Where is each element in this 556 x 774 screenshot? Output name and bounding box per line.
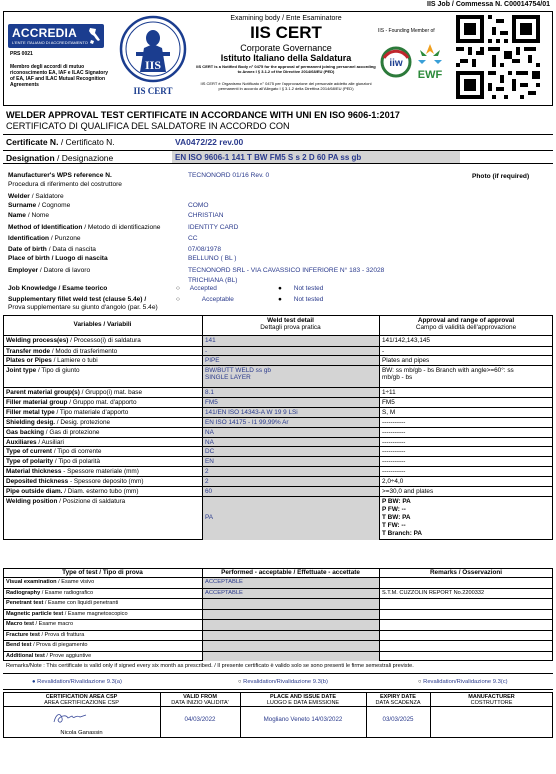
test-label-it: / Esame macro xyxy=(35,621,74,627)
test-label-en: Visual examination xyxy=(6,579,57,585)
personal-label-en: Identification xyxy=(8,235,50,242)
test-label xyxy=(6,611,128,618)
test-result-header: Performed - acceptable / Effettuate - accettate xyxy=(221,569,360,576)
variable-label xyxy=(6,439,64,446)
weld-detail-value: DC xyxy=(205,448,215,455)
column-divider xyxy=(379,568,380,661)
personal-label-it: / Nome xyxy=(27,212,50,219)
test-label-en: Magnetic particle test xyxy=(6,610,64,617)
test-label-it: / Esame con liquidi penetranti xyxy=(44,600,119,606)
personal-label xyxy=(8,267,90,274)
test-label-en: Bend test xyxy=(6,642,32,648)
personal-label xyxy=(8,172,112,179)
job-knowledge-accepted xyxy=(176,285,217,292)
accredia-subtitle: L'ENTE ITALIANO DI ACCREDITAMENTO xyxy=(12,40,88,45)
test-label xyxy=(6,579,94,586)
detail-shade xyxy=(203,438,379,446)
result-shade xyxy=(203,631,379,641)
variable-label xyxy=(6,389,142,396)
job-knowledge-accepted-label: Accepted xyxy=(189,285,217,292)
variable-label-it: - Spessore deposito (mm) xyxy=(69,478,144,485)
test-label-en: Radiography xyxy=(6,589,41,596)
fillet-acceptable-label: Acceptable xyxy=(201,296,234,303)
variable-label-it: / Tipo di giunto xyxy=(37,367,80,374)
cert-area-header-it: AREA CERTIFICAZIONE CSP xyxy=(44,700,119,706)
iiw-logo-icon xyxy=(380,46,412,78)
ewf-logo-icon xyxy=(414,42,446,82)
weld-detail-header: Weld test detail xyxy=(267,317,314,324)
result-shade xyxy=(203,610,379,620)
variable-label-it: / Modo di trasferimento xyxy=(51,348,118,355)
prs-code: PRS 0021 xyxy=(10,51,33,57)
remarks-note: Remarks/Note : This certificate is valid only if signed every six month as prescribed. / Il presente certificato è valido solo se sono presenti le firme semestrali previste. xyxy=(6,663,414,669)
variable-label-it: / Gruppo mat. d'apporto xyxy=(69,399,137,406)
test-label xyxy=(6,590,93,597)
range-value: ----------- xyxy=(382,419,406,426)
position-label-it: / Posizione di saldatura xyxy=(59,498,126,505)
personal-label-en: Surname xyxy=(8,202,37,209)
personal-value: TECNONORD 01/16 Rev. 0 xyxy=(188,172,270,179)
personal-label-en: Place of birth / Luogo di nascita xyxy=(8,255,108,262)
detail-shade xyxy=(203,347,379,355)
svg-text:IIS: IIS xyxy=(144,58,162,72)
examining-body: Examining body / Ente Esaminatore xyxy=(230,15,342,22)
designation-label xyxy=(6,153,113,163)
variable-label-it: / Diam. esterno tubo (mm) xyxy=(64,488,139,495)
fillet-not-tested-label: Not tested xyxy=(293,296,324,303)
variable-label-it: / Processo(i) di saldatura xyxy=(70,337,141,344)
manufacturer-header xyxy=(430,694,553,706)
revalidation-a xyxy=(32,679,122,685)
photo-label: Photo (if required) xyxy=(472,173,530,180)
personal-label-it: / Datore di lavoro xyxy=(39,267,91,274)
range-value: ----------- xyxy=(382,458,406,465)
variable-label xyxy=(6,458,100,465)
bullet-icon: ● xyxy=(32,679,36,685)
expiry-header-it: DATA SCADENZA xyxy=(375,700,421,706)
revalidation-b-label: Revalidation/Rivalidazione 9.3(b) xyxy=(243,679,328,685)
test-remarks-header: Remarks / Osservazioni xyxy=(429,569,503,576)
personal-label-it: / Metodo di identificazione xyxy=(84,224,161,231)
signature-icon xyxy=(50,708,90,728)
cert-area-header xyxy=(3,694,160,706)
ewf-logo-text: EWF xyxy=(417,69,443,81)
test-label xyxy=(6,600,118,607)
range-value: S, M xyxy=(382,409,396,416)
valid-from-header-en: VALID FROM xyxy=(183,694,217,700)
detail-shade xyxy=(203,398,379,407)
corporate-governance: Corporate Governance xyxy=(240,43,332,53)
range-header: Approval and range of approval xyxy=(417,317,515,324)
weld-detail-value: 2 xyxy=(205,468,209,475)
personal-label xyxy=(8,224,160,231)
notified-body-text: IIS CERT is a Notified Body n° 0475 for the approval of permanent joining personnel according to Annex I § 3.1.2 of the Directive 2014/68/EU (PED) xyxy=(196,64,376,74)
position-range-item: P FW: -- xyxy=(382,506,406,513)
personal-label xyxy=(8,181,122,188)
personal-value: IDENTITY CARD xyxy=(188,224,239,231)
variable-label-en: Parent material group(s) xyxy=(6,389,80,396)
accredia-logo xyxy=(8,24,104,48)
italy-map-icon xyxy=(87,27,101,45)
test-label xyxy=(6,642,87,649)
personal-value: 07/08/1978 xyxy=(188,246,222,253)
detail-shade xyxy=(203,497,379,540)
result-shade xyxy=(203,641,379,651)
position-detail: PA xyxy=(205,514,214,521)
personal-label xyxy=(8,202,70,209)
range-value: 2,0÷4,0 xyxy=(382,478,404,485)
weld-detail-value: 60 xyxy=(205,488,213,495)
iiw-logo-text: iiw xyxy=(389,58,403,69)
weld-detail-value: PIPE xyxy=(205,357,220,364)
variable-label-en: Pipe outside diam. xyxy=(6,488,63,495)
test-remark: S.T.M. CUZZOLIN REPORT No.2200332 xyxy=(382,589,485,596)
personal-label xyxy=(8,246,96,253)
personal-label xyxy=(8,235,81,242)
weld-detail-value: EN xyxy=(205,458,214,465)
variable-label xyxy=(6,488,138,495)
valid-from-header xyxy=(160,694,240,706)
test-label-it: / Prove aggiuntive xyxy=(46,652,92,659)
variable-label xyxy=(6,409,128,416)
institute-name: Istituto Italiano della Saldatura xyxy=(220,53,352,63)
test-label-it: / Prova di piegamento xyxy=(33,642,88,648)
test-label-it: / Esame visivo xyxy=(58,579,95,585)
detail-shade xyxy=(203,467,379,476)
manufacturer-header-en: MANUFACTURER xyxy=(468,694,515,700)
variables-header: Variables / Variabili xyxy=(73,321,132,328)
expiry-header xyxy=(366,694,430,706)
detail-shade xyxy=(203,487,379,496)
personal-label-it: / Cognome xyxy=(38,202,71,209)
radio-empty-icon: ○ xyxy=(176,285,180,292)
designation-label-en: Designation xyxy=(6,153,55,163)
founding-member-label: IIS - Founding Member of xyxy=(378,28,435,34)
detail-shade xyxy=(203,477,379,486)
variable-label-it: / Tipo di polarità xyxy=(54,458,101,465)
position-range-item: T Branch: PA xyxy=(382,530,423,537)
position-range-item: P BW: PA xyxy=(382,498,411,505)
fillet-test-label: Supplementary fillet weld test (clause 5.4e) / xyxy=(8,296,147,303)
weld-detail-header-it: Dettagli prova pratica xyxy=(260,324,321,331)
personal-value: TECNONORD SRL - VIA CAVASSICO INFERIORE N° 183 - 32028 xyxy=(188,267,385,274)
place-date-header-it: LUOGO E DATA EMISSIONE xyxy=(266,700,340,706)
weld-detail-value: NA xyxy=(205,439,214,446)
personal-label-en: Manufacturer's WPS reference N. xyxy=(8,172,112,179)
iis-logo-text: IIS CERT xyxy=(133,86,173,96)
personal-value: COMO xyxy=(188,202,209,209)
range-value: Plates and pipes xyxy=(382,357,430,364)
test-label xyxy=(6,653,91,660)
personal-label-en: Name xyxy=(8,212,26,219)
place-date-header xyxy=(240,694,366,706)
personal-label xyxy=(8,193,64,200)
job-knowledge-not-tested xyxy=(278,285,323,292)
variable-label xyxy=(6,337,141,344)
personal-value: BELLUNO ( BL ) xyxy=(188,255,237,262)
radio-filled-icon: ● xyxy=(278,296,282,303)
test-label-en: Macro test xyxy=(6,621,34,627)
fillet-acceptable xyxy=(176,296,234,303)
result-shade xyxy=(203,652,379,662)
personal-label-it: Procedura di riferimento del costruttore xyxy=(8,181,122,188)
personal-label-it: / Punzone xyxy=(50,235,81,242)
test-label-en: Additional test xyxy=(6,652,45,659)
variable-label xyxy=(6,348,117,355)
test-label xyxy=(6,632,84,639)
position-range-item: T FW: -- xyxy=(382,522,406,529)
range-value: ----------- xyxy=(382,429,406,436)
position-label-en: Welding position xyxy=(6,498,58,505)
variable-label-en: Filler metal type xyxy=(6,409,55,416)
range-value: ----------- xyxy=(382,448,406,455)
variable-label xyxy=(6,448,101,455)
variable-label-en: Welding process(es) xyxy=(6,337,69,344)
designation-label-it: / Designazione xyxy=(57,153,114,163)
notified-body-text-it: IIS CERT è Organismo Notificato n° 0475 per l'approvazione del personale addetto alle giunzioni permanenti in accordo all'Allegato I § 3.1.2 della Direttiva 2014/68/EU (PED) xyxy=(200,81,372,91)
personal-label xyxy=(8,255,108,262)
variable-label-en: Gas backing xyxy=(6,429,45,436)
personal-value: CHRISTIAN xyxy=(188,212,224,219)
variable-label-en: Auxiliares xyxy=(6,439,37,446)
position-range-item: T BW: PA xyxy=(382,514,411,521)
revalidation-a-label: Revalidation/Rivalidazione 9.3(a) xyxy=(37,679,122,685)
radio-empty-icon: ○ xyxy=(238,679,242,685)
valid-from-header-it: DATA INIZIO VALIDITA' xyxy=(171,700,229,706)
variable-label xyxy=(6,367,80,374)
radio-empty-icon: ○ xyxy=(176,296,180,303)
variable-label-en: Joint type xyxy=(6,367,37,374)
personal-label-en: Date of birth xyxy=(8,246,47,253)
variable-label-en: Plates or Pipes xyxy=(6,357,52,364)
range-value: mb/gb - bs xyxy=(382,374,413,381)
test-result: ACCEPTABLE xyxy=(205,589,243,596)
expiry-value: 03/03/2025 xyxy=(382,716,414,723)
weld-detail-value: 141/EN ISO 14343-A W 19 9 LSi xyxy=(205,409,298,416)
detail-shade xyxy=(203,428,379,437)
weld-detail-value: 2 xyxy=(205,478,209,485)
test-label-it: / Esame radiografico xyxy=(41,589,94,596)
weld-detail-value: EN ISO 14175 - I1 99,99% Ar xyxy=(205,419,289,426)
cert-area-header-en: CERTIFICATION AREA CSP xyxy=(45,694,118,700)
personal-label-it: / Data di nascita xyxy=(48,246,96,253)
place-date-value: Mogliano Veneto 14/03/2022 xyxy=(263,716,343,723)
iis-cert-logo xyxy=(118,14,188,98)
radio-filled-icon: ● xyxy=(278,285,282,292)
manufacturer-header-it: COSTRUTTORE xyxy=(470,700,513,706)
test-label-it: / Esame magnetoscopico xyxy=(64,610,128,617)
range-value: FM5 xyxy=(382,399,395,406)
test-type-header: Type of test / Tipo di prova xyxy=(62,569,143,576)
variable-label xyxy=(6,478,143,485)
range-value: 141/142,143,145 xyxy=(382,337,430,344)
range-header-it: Campo di validità dell'approvazione xyxy=(415,324,517,331)
certificate-number-label xyxy=(6,137,115,147)
designation-value: EN ISO 9606-1 141 T BW FM5 S s 2 D 60 PA ss gb xyxy=(175,153,362,162)
fillet-test-label-it: Prova supplementare su giunto d'angolo (par. 5.4e) xyxy=(8,304,158,311)
weld-detail-value: - xyxy=(205,348,208,355)
detail-shade xyxy=(203,457,379,466)
range-value: ----------- xyxy=(382,468,406,475)
weld-detail-value: 141 xyxy=(205,337,216,344)
test-result: ACCEPTABLE xyxy=(205,579,243,585)
variable-label-en: Deposited thickness xyxy=(6,478,69,485)
personal-label-en: Method of Identification xyxy=(8,224,83,231)
weld-detail-value: FM5 xyxy=(205,399,218,406)
qr-code-icon xyxy=(456,15,540,99)
personal-label-en: Welder xyxy=(8,193,30,200)
revalidation-b xyxy=(238,679,328,685)
variable-label xyxy=(6,468,139,475)
place-date-header-en: PLACE AND ISSUE DATE xyxy=(269,694,336,700)
range-value: BW: ss mb/gb - bs Branch with angle>=60°: ss xyxy=(382,367,514,374)
range-value: ----------- xyxy=(382,439,406,446)
certificate-title-it: CERTIFICATO DI QUALIFICA DEL SALDATORE IN ACCORDO CON xyxy=(6,121,290,131)
variable-label-en: Shielding desig. xyxy=(6,419,56,426)
variable-label-en: Type of current xyxy=(6,448,53,455)
variable-label-it: / Tipo di corrente xyxy=(53,448,102,455)
detail-shade xyxy=(203,356,379,365)
job-number: IIS Job / Commessa N. C00014754/01 xyxy=(427,1,550,8)
variable-label-it: / Ausiliari xyxy=(38,439,64,446)
variable-label-en: Type of polarity xyxy=(6,458,54,465)
accredia-description: Membro degli accordi di mutuo riconoscimento EA, IAF e ILAC Signatory of EA, IAF and ILAC Mutual Recognition Agreements xyxy=(10,64,109,88)
detail-shade xyxy=(203,447,379,456)
range-value: - xyxy=(382,348,385,355)
certificate-number-value: VA0472/22 rev.00 xyxy=(175,137,244,147)
expiry-header-en: EXPIRY DATE xyxy=(380,694,416,700)
variable-label-it: / Gruppo(i) mat. base xyxy=(81,389,143,396)
test-label-en: Fracture test xyxy=(6,631,40,638)
signer-name: Nicola Ganassin xyxy=(60,730,103,736)
fillet-not-tested xyxy=(278,296,323,303)
valid-from-value: 04/03/2022 xyxy=(184,716,216,723)
test-label-it: / Prova di frattura xyxy=(41,631,85,638)
job-knowledge-label: Job Knowledge / Esame teorico xyxy=(8,285,108,292)
revalidation-c-label: Revalidation/Rivalidazione 9.3(c) xyxy=(423,679,508,685)
personal-label-it: / Saldatore xyxy=(31,193,64,200)
variable-label-it: / Tipo materiale d'apporto xyxy=(56,409,129,416)
variable-label xyxy=(6,429,99,436)
weld-detail-value: NA xyxy=(205,429,214,436)
radio-empty-icon: ○ xyxy=(418,679,422,685)
certificate-title-en: WELDER APPROVAL TEST CERTIFICATE IN ACCORDANCE WITH UNI EN ISO 9606-1:2017 xyxy=(6,110,400,120)
personal-value: CC xyxy=(188,235,198,242)
certificate-number-label-it: / Certificato N. xyxy=(60,137,115,147)
range-value: 1÷11 xyxy=(382,389,396,396)
variable-label xyxy=(6,399,137,406)
range-value: >=30,0 and plates xyxy=(382,488,434,495)
variable-label-it: / Gas di protezione xyxy=(45,429,100,436)
variable-label-it: / Desig. protezione xyxy=(56,419,111,426)
test-label-en: Penetrant test xyxy=(6,600,44,606)
personal-label-en: Employer xyxy=(8,267,39,274)
variable-label-en: Material thickness xyxy=(6,468,62,475)
accredia-brand: ACCREDIA xyxy=(12,26,77,40)
detail-shade xyxy=(203,336,379,346)
weld-detail-value: BW/BUTT WELD ss gb xyxy=(205,367,271,374)
position-label xyxy=(6,498,125,505)
variable-label-en: Filler material group xyxy=(6,399,68,406)
variable-label xyxy=(6,419,110,426)
personal-label xyxy=(8,212,49,219)
iis-cert-title: IIS CERT xyxy=(250,23,322,42)
weld-detail-value: SINGLE LAYER xyxy=(205,374,251,381)
variable-label-it: / Lamiere o tubi xyxy=(53,357,98,364)
variable-label-en: Transfer mode xyxy=(6,348,51,355)
iis-emblem-icon xyxy=(118,14,188,84)
test-label xyxy=(6,621,73,628)
detail-shade xyxy=(203,388,379,397)
variable-label xyxy=(6,357,98,364)
certificate-number-label-en: Certificate N. xyxy=(6,137,59,147)
variable-label-it: - Spessore materiale (mm) xyxy=(63,468,139,475)
revalidation-c xyxy=(418,679,508,685)
weld-detail-value: 8.1 xyxy=(205,389,214,396)
result-shade xyxy=(203,620,379,630)
job-knowledge-not-tested-label: Not tested xyxy=(293,285,324,292)
result-shade xyxy=(203,599,379,609)
personal-value: TRICHIANA (BL) xyxy=(188,277,238,284)
